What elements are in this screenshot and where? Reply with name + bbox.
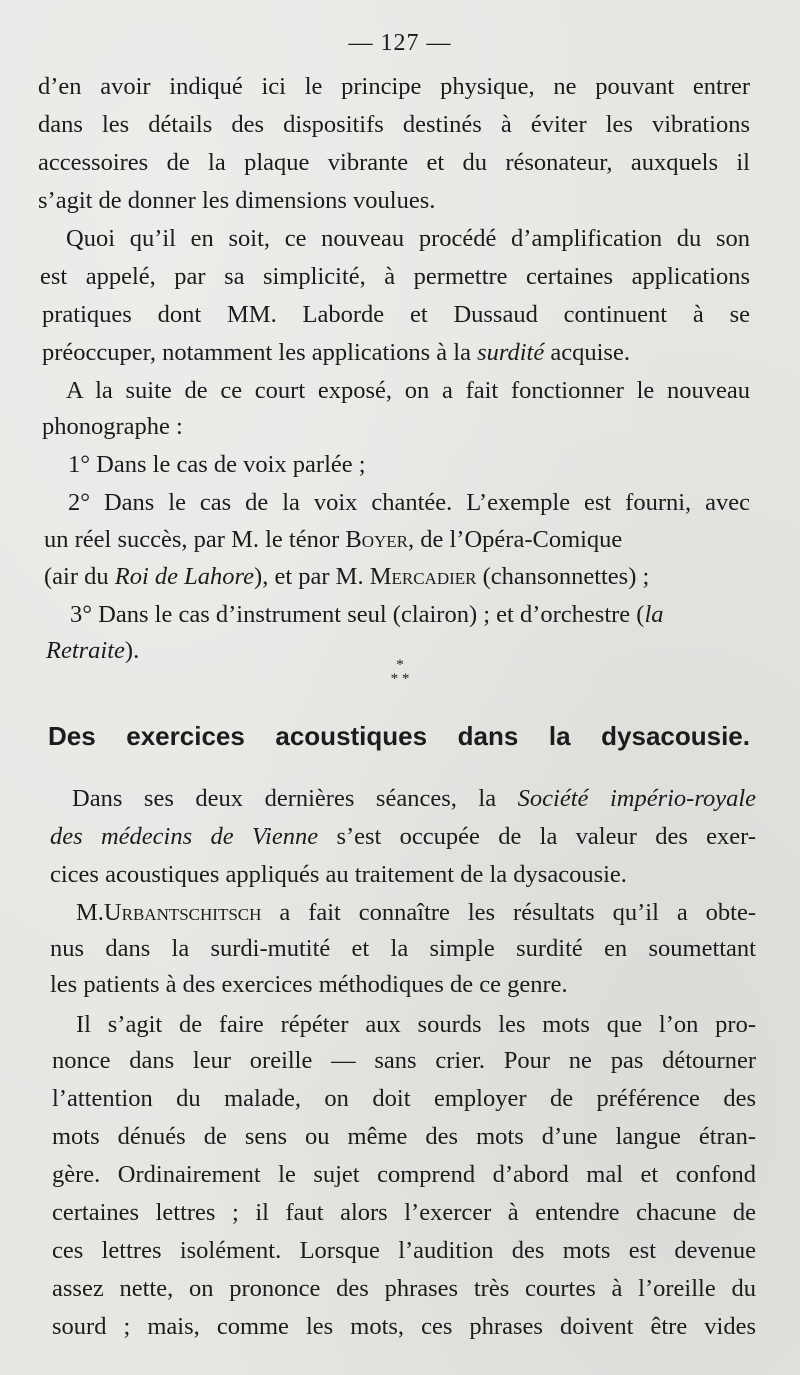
text-line: mots dénués de sens ou même des mots d’une langue étran-	[52, 1123, 756, 1150]
text-line: cices acoustiques appliqués au traitement de la dysacousie.	[50, 861, 627, 888]
text-line: s’agit de donner les dimensions voulues.	[38, 187, 436, 214]
text-line: dans les détails des dispositifs destinés à éviter les vibrations	[38, 111, 750, 138]
text-line: Il s’agit de faire répéter aux sourds les mots que l’on pro-	[76, 1011, 756, 1038]
text-line: accessoires de la plaque vibrante et du résonateur, auxquels il	[38, 149, 750, 176]
text-line: nus dans la surdi-mutité et la simple surdité en soumettant	[50, 935, 756, 962]
text-line: Quoi qu’il en soit, ce nouveau procédé d’amplification du son	[66, 225, 750, 252]
text-line: nonce dans leur oreille — sans crier. Pour ne pas détourner	[52, 1047, 756, 1074]
text-line: préoccuper, notamment les applications à la surdité acquise.	[42, 339, 630, 366]
list-item: 3° Dans le cas d’instrument seul (clairon) ; et d’orchestre (la	[70, 601, 664, 628]
text-line: un réel succès, par M. le ténor Boyer, de l’Opéra-Comique	[44, 526, 623, 553]
text-line: l’attention du malade, on doit employer de préférence des	[52, 1085, 756, 1112]
text-line: gère. Ordinairement le sujet comprend d’abord mal et confond	[52, 1161, 756, 1188]
page-number: — 127 —	[348, 30, 452, 56]
text-line: phonographe :	[42, 413, 183, 440]
text-line: Dans ses deux dernières séances, la Société império-royale	[72, 785, 757, 812]
text-line: des médecins de Vienne s’est occupée de la valeur des exer-	[50, 823, 757, 850]
text-line: A la suite de ce court exposé, on a fait fonctionner le nouveau	[66, 377, 750, 404]
section-heading: Des exercices acoustiques dans la dysacousie.	[48, 721, 750, 751]
list-item: 1° Dans le cas de voix parlée ;	[68, 451, 366, 478]
text-line: Retraite).	[46, 637, 140, 664]
text-line: (air du Roi de Lahore), et par M. Mercadier (chansonnettes) ;	[44, 563, 650, 590]
text-line: certaines lettres ; il faut alors l’exercer à entendre chacune de	[52, 1199, 756, 1226]
text-line: d’en avoir indiqué ici le principe physique, ne pouvant entrer	[38, 73, 750, 100]
text-line: assez nette, on prononce des phrases très courtes à l’oreille du	[52, 1275, 756, 1302]
text-line: pratiques dont MM. Laborde et Dussaud continuent à se	[42, 301, 750, 328]
text-line: sourd ; mais, comme les mots, ces phrases doivent être vides	[52, 1313, 756, 1340]
text-line: M.Urbantschitsch a fait connaître les résultats qu’il a obte-	[76, 899, 757, 926]
text-line: est appelé, par sa simplicité, à permettre certaines applications	[40, 263, 750, 290]
list-item: 2° Dans le cas de la voix chantée. L’exemple est fourni, avec	[68, 489, 750, 516]
text-line: ces lettres isolément. Lorsque l’audition des mots est devenue	[52, 1237, 756, 1264]
text-line: les patients à des exercices méthodiques de ce genre.	[50, 971, 568, 998]
asterism-divider: * * *	[390, 657, 410, 687]
